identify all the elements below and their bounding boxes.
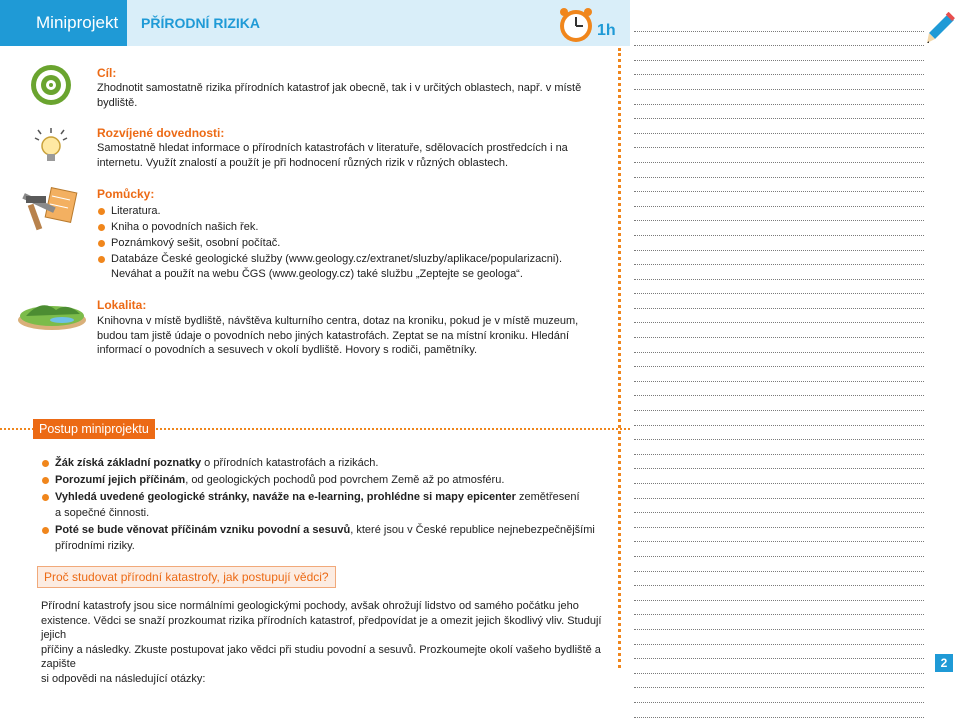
note-line [634,148,924,163]
note-line [634,32,924,47]
location-line: informací o povodních a sesuvech v okolí bydliště. Hovory s rodiči, pamětníky. [97,344,478,356]
list-item [41,489,621,521]
note-line [634,367,924,382]
note-line [634,382,924,397]
note-line [634,396,924,411]
procedure-item-bold: Poté se bude věnovat příčinám vzniku povodní a sesuvů [55,524,351,536]
tools-item-4-line-2: Neváhat a použít na webu ČGS (www.geology.cz) také službu „Zeptejte se geologa“. [111,268,523,280]
procedure-item-rest: o přírodních katastrofách a rizikách. [201,457,379,469]
list-item: Kniha o povodních našich řek. [97,219,607,235]
note-line [634,236,924,251]
miniprojekt-label: Miniprojekt [0,0,127,46]
note-line [634,119,924,134]
note-line [634,207,924,222]
note-line [634,426,924,441]
procedure-item-bold: Žák získá základní poznatky [55,457,202,469]
tools-label: Pomůcky: [97,187,155,201]
note-line [634,557,924,572]
note-line [634,659,924,674]
goal-text-line-2: bydliště. [97,96,138,109]
why-line: Přírodní katastrofy jsou sice normálními geologickými pochody, avšak ohrožují lidstvo od samého počátku jeho [41,600,579,612]
procedure-item-bold: Porozumí jejich příčinám [55,474,186,486]
procedure-item-line2: přírodními riziky. [55,540,135,552]
skills-line: Samostatně hledat informace o přírodních katastrofách v literatuře, sdělovacích prostředcích i na [97,142,568,154]
list-item [41,455,621,471]
procedure-item-line2: a sopečné činnosti. [55,507,150,519]
note-line [634,163,924,178]
skills-text [97,141,607,170]
skills-label: Rozvíjené dovednosti: [97,126,225,140]
location-label: Lokalita: [97,298,147,312]
list-item: Databáze České geologické služby (www.geology.cz/extranet/sluzby/aplikace/popularizacni). [97,251,607,267]
note-line [634,280,924,295]
note-line [634,192,924,207]
note-line [634,703,924,718]
note-line [634,528,924,543]
note-line [634,469,924,484]
skills-line: internetu. Využít znalostí a použít je při hodnocení různých rizik v různých oblastech. [97,156,509,169]
note-line [634,338,924,353]
note-line [634,61,924,76]
note-line [634,294,924,309]
note-line [634,615,924,630]
note-line [634,455,924,470]
column-separator [618,48,621,668]
note-line [634,440,924,455]
list-item: Poznámkový sešit, osobní počítač. [97,235,607,251]
landscape-icon [16,296,88,337]
goal-label: Cíl: [97,66,117,80]
note-line [634,674,924,689]
clock-icon [556,5,596,50]
note-line [634,17,924,32]
why-heading: Proč studovat přírodní katastrofy, jak postupují vědci? [37,566,336,588]
list-item [41,472,621,488]
procedure-item-bold: Vyhledá uvedené geologické stránky, naváže na e-learning, prohlédne si mapy epicenter [55,491,516,503]
note-line [634,251,924,266]
note-line [634,265,924,280]
why-line: si odpovědi na následující otázky: [41,672,206,685]
note-line [634,105,924,120]
note-line [634,46,924,61]
procedure-list [41,455,621,554]
note-line [634,353,924,368]
note-line [634,601,924,616]
goal-text [97,81,597,110]
note-line [634,484,924,499]
note-line [634,411,924,426]
duration-label: 1h [597,22,616,39]
procedure-label: Postup miniprojektu [33,419,155,439]
note-line [634,645,924,660]
note-line [634,688,924,703]
list-item: Literatura. [97,203,607,219]
note-line [634,134,924,149]
note-line [634,309,924,324]
procedure-item-rest: , od geologických pochodů pod povrchem Země až po atmosféru. [185,474,505,486]
note-line [634,178,924,193]
note-line [634,323,924,338]
note-line [634,499,924,514]
page-number: 2 [935,654,953,672]
location-line: budou tam jistě údaje o povodních nebo jiných katastrofách. Zeptat se na místní kroniku. Hledání [97,329,570,342]
location-text [97,314,607,358]
why-line: existence. Vědci se snaží prozkoumat rizika přírodních katastrof, předpovídat je a omezit jejich škodlivý vliv. Studují jejich [41,614,602,641]
page-title: PŘÍRODNÍ RIZIKA [127,0,630,46]
list-item [41,522,621,554]
tools-list [97,203,607,267]
pencil-icon [926,12,956,51]
goal-text-line-1: Zhodnotit samostatně rizika přírodních katastrof jak obecně, tak i v určitých oblastech, např. v místě [97,82,582,94]
note-line [634,221,924,236]
why-text [41,599,626,686]
tools-icon [18,186,80,239]
procedure-item-rest: , které jsou v České republice nejnebezpečnějšími [350,524,595,536]
note-line [634,586,924,601]
note-line [634,572,924,587]
note-line [634,75,924,90]
notes-lines [634,17,924,718]
target-icon [28,62,74,113]
note-line [634,513,924,528]
lightbulb-icon [30,126,72,175]
procedure-item-rest: zemětřesení [515,491,580,503]
why-line: příčiny a následky. Zkuste postupovat jako vědci při studiu povodní a sesuvů. Prozkoumejte okolí vašeho bydliště a zapište [41,643,601,670]
note-line [634,542,924,557]
note-line [634,630,924,645]
location-line: Knihovna v místě bydliště, návštěva kulturního centra, dotaz na kroniku, pokud je v místě muzeum, [97,315,579,327]
note-line [634,90,924,105]
